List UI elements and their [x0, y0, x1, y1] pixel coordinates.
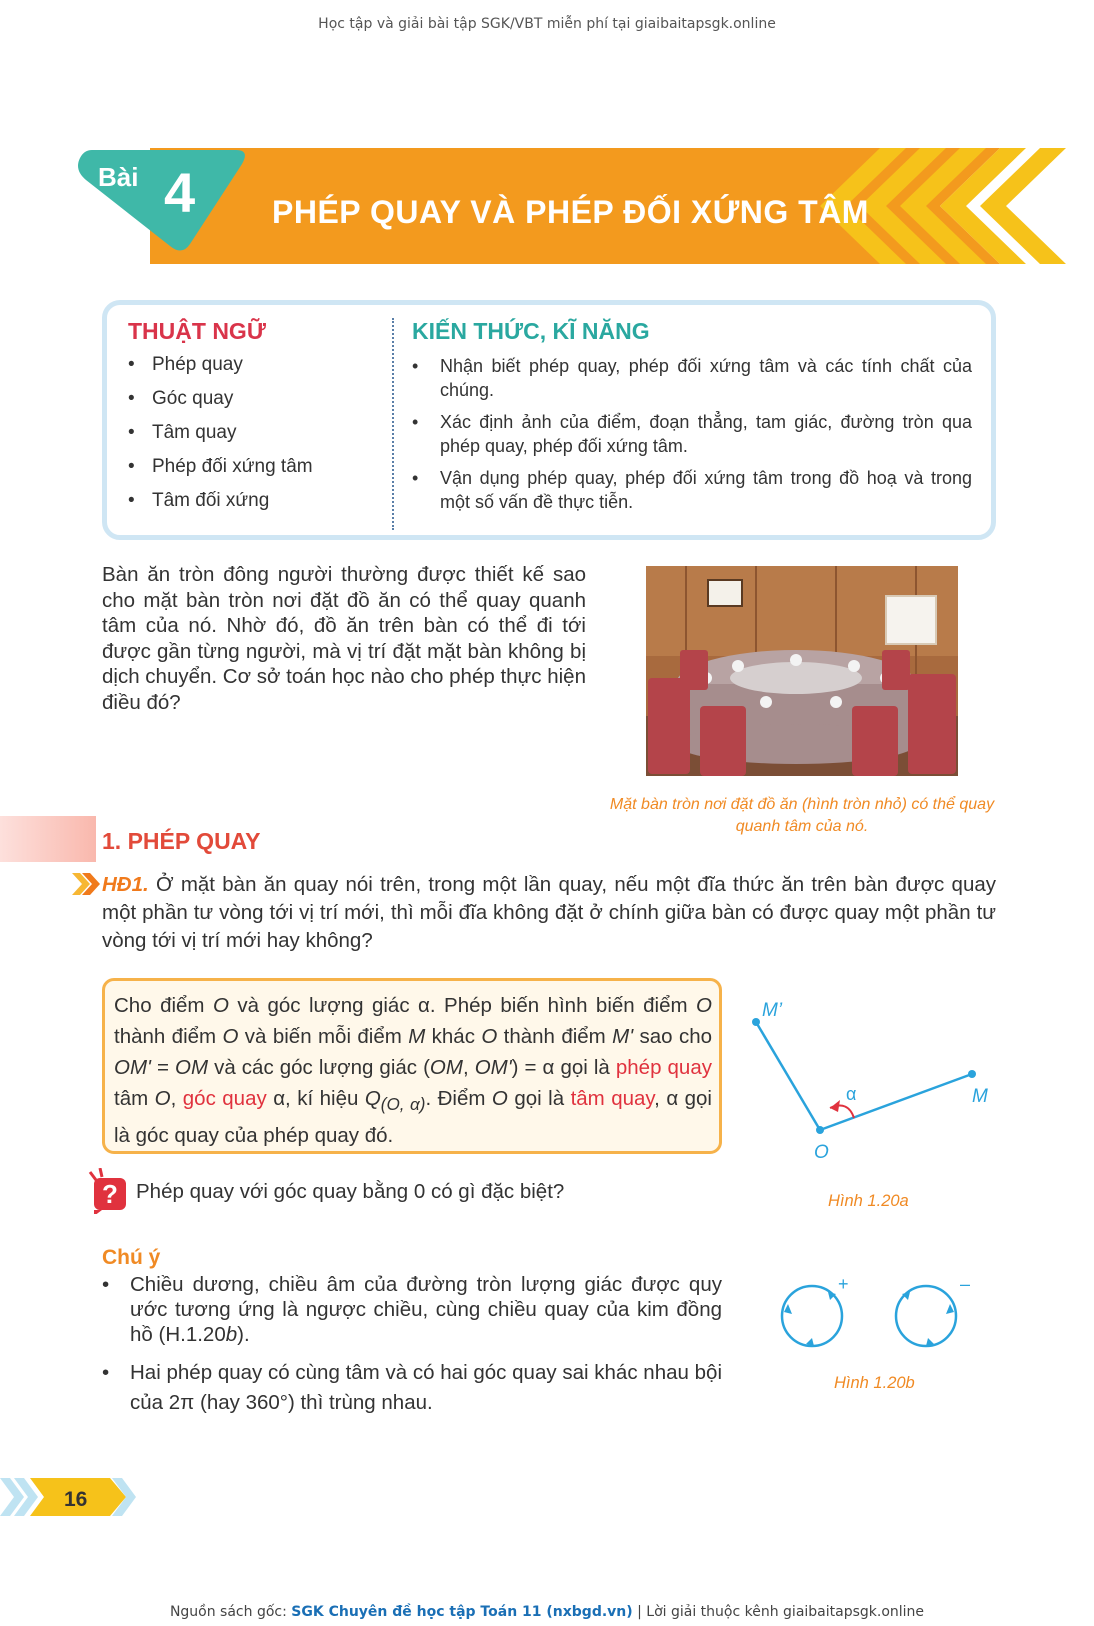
skill-item: • Xác định ảnh của điểm, đoạn thẳng, tam giác, đường tròn qua phép quay, phép đối xứng tâm. — [412, 412, 972, 456]
point-M — [968, 1070, 976, 1078]
term-item: • Tâm đối xứng — [128, 490, 270, 511]
svg-text:M’: M’ — [762, 1000, 783, 1021]
term-rotation: phép quay — [615, 1056, 712, 1079]
skill-item: • Vận dụng phép quay, phép đối xứng tâm trong đồ hoạ và trong một số vấn đề thực tiễn. — [412, 468, 972, 512]
activity-paragraph: HĐ1. Ở mặt bàn ăn quay nói trên, trong một lần quay, nếu một đĩa thức ăn trên bàn được quay một phần tư vòng tới vị trí mới, thì mỗi đĩa không đặt ở chính giữa bàn có được quay một phần tư vòng tới vị trí mới hay không? — [102, 873, 996, 952]
point-Mp — [752, 1018, 760, 1026]
term-item: • Góc quay — [128, 388, 234, 409]
section-side-accent — [0, 816, 96, 862]
note-item: • Chiều dương, chiều âm của đường tròn lượng giác được quy ước tương ứng là ngược chiều, cùng chiều quay của kim đồng hồ (H.1.20b). — [102, 1273, 722, 1346]
svg-text:O: O — [814, 1142, 829, 1163]
term-center: tâm quay — [570, 1087, 655, 1110]
skills-title: KIẾN THỨC, KĨ NĂNG — [412, 318, 650, 344]
term-item: • Tâm quay — [128, 422, 237, 443]
figure-a-caption: Hình 1.20a — [828, 1192, 909, 1210]
lesson-label: Bài — [98, 162, 139, 192]
page-number: 16 — [64, 1488, 88, 1511]
definition-text: Cho điểm O và góc lượng giác α. Phép biến hình biến điểm O thành điểm O và biến mỗi điểm M khác O thành điểm M' sao cho OM' = OM và các góc lượng giác (OM, OM') = α gọi là phép quay tâm O, góc quay α, kí hiệu $Q_{(O, \alpha)}$. Điểm O gọi là tâm quay, α gọi là góc quay của phép quay đó. — [114, 994, 712, 1148]
lesson-title: PHÉP QUAY VÀ PHÉP ĐỐI XỨNG TÂM — [272, 194, 869, 230]
svg-text:M: M — [972, 1086, 988, 1107]
note-item: • Hai phép quay có cùng tâm và có hai góc quay sai khác nhau bội của 2π (hay 360°) thì trùng nhau. — [102, 1361, 722, 1414]
svg-text:–: – — [960, 1274, 971, 1294]
activity-label: HĐ1. — [102, 873, 149, 896]
question-icon — [86, 1168, 130, 1214]
objectives-divider — [392, 318, 394, 530]
point-O — [816, 1126, 824, 1134]
figure-b-caption: Hình 1.20b — [834, 1374, 915, 1392]
source-link[interactable]: SGK Chuyên đề học tập Toán 11 (nxbgd.vn) — [291, 1604, 633, 1620]
figure-1-20a — [736, 990, 1016, 1170]
intro-paragraph: Bàn ăn tròn đông người thường được thiết kế sao cho mặt bàn tròn nơi đặt đồ ăn có thể quay quanh tâm của nó. Nhờ đó, đồ ăn trên bàn có thể đi tới được gần từng người, mà vị trí đặt mặt bàn không bị dịch chuyển. Cơ sở toán học nào cho phép thực hiện điều đó? — [102, 563, 586, 714]
round-table-photo — [646, 566, 958, 776]
question-text: Phép quay với góc quay bằng 0 có gì đặc biệt? — [136, 1180, 565, 1203]
svg-text:α: α — [846, 1084, 857, 1104]
terms-title: THUẬT NGỮ — [128, 318, 266, 344]
header-note: Học tập và giải bài tập SGK/VBT miễn phí tại giaibaitapsgk.online — [318, 16, 776, 32]
note-title: Chú ý — [102, 1246, 161, 1269]
term-item: • Phép quay — [128, 354, 243, 375]
term-item: • Phép đối xứng tâm — [128, 456, 313, 477]
svg-text:?: ? — [102, 1179, 118, 1209]
term-angle: góc quay — [182, 1087, 267, 1110]
skill-item: • Nhận biết phép quay, phép đối xứng tâm và các tính chất của chúng. — [412, 356, 972, 400]
svg-text:+: + — [838, 1274, 849, 1294]
figure-1-20b — [770, 1268, 990, 1358]
lesson-number: 4 — [164, 161, 196, 224]
activity-arrow-icon — [72, 873, 100, 895]
photo-caption: Mặt bàn tròn nơi đặt đồ ăn (hình tròn nhỏ) có thể quay quanh tâm của nó. — [609, 796, 995, 835]
footer-note: Nguồn sách gốc: SGK Chuyên đề học tập Toán 11 (nxbgd.vn) | Lời giải thuộc kênh giaibaitapsgk.online — [169, 1604, 925, 1620]
section-title: 1. PHÉP QUAY — [102, 828, 261, 854]
